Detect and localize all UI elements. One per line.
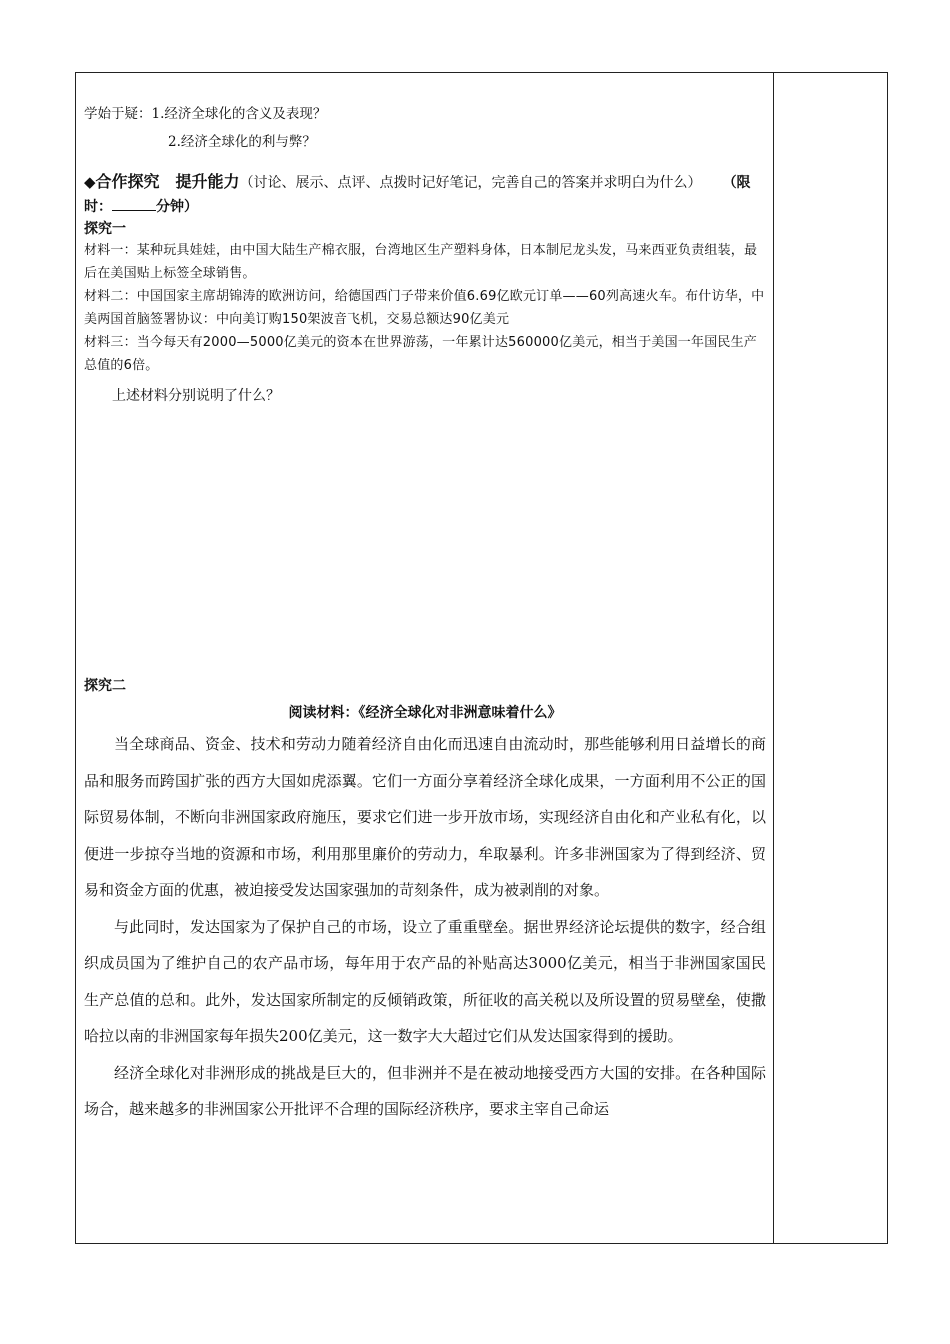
notes-column [774, 73, 887, 1243]
material-3: 材料三：当今每天有2000—5000亿美元的资本在世界游荡，一年累计达560000亿美元，相当于美国一年国民生产总值的6倍。 [84, 335, 757, 373]
question-2: 2.经济全球化的利与弊？ [168, 134, 316, 150]
coop-instruction: （讨论、展示、点评、点拨时记好笔记，完善自己的答案并求明白为什么） [239, 175, 702, 191]
question-1: 1.经济全球化的含义及表现？ [151, 106, 327, 122]
explore-1-question: 上述材料分别说明了什么？ [112, 388, 280, 404]
reading-paragraph-1: 当全球商品、资金、技术和劳动力随着经济自由化而迅速自由流动时，那些能够利用日益增长的商品和服务而跨国扩张的西方大国如虎添翼。它们一方面分享着经济全球化成果，一方面利用不公正的国际贸易体制，不断向非洲国家政府施压，要求它们进一步开放市场，实现经济自由化和产业私有化，以便进一步掠夺当地的资源和市场，利用那里廉价的劳动力，牟取暴利。许多非洲国家为了得到经济、贸易和资金方面的优惠，被迫接受发达国家强加的苛刻条件，成为被剥削的对象。 [84, 735, 766, 899]
material-1: 材料一：某种玩具娃娃，由中国大陆生产棉衣服，台湾地区生产塑料身体，日本制尼龙头发，马来西亚负责组装，最后在美国贴上标签全球销售。 [84, 243, 758, 281]
explore-2-section [84, 676, 766, 1128]
time-limit-suffix: 分钟） [156, 199, 198, 215]
explore-2-title: 探究二 [84, 678, 126, 694]
time-limit-prefix: （限时： [84, 175, 751, 215]
explore-1-title: 探究一 [84, 221, 126, 237]
coop-section-header [84, 170, 766, 219]
main-cell [84, 100, 766, 409]
time-limit-blank [112, 196, 156, 211]
reading-title: 阅读材料：《经济全球化对非洲意味着什么》 [288, 705, 562, 721]
study-question-2 [84, 128, 766, 156]
material-2: 材料二：中国国家主席胡锦涛的欧洲访问，给德国西门子带来价值6.69亿欧元订单——60列高速火车。布什访华，中美两国首脑签署协议：中向美订购150架波音飞机，交易总额达90亿美元 [84, 289, 765, 327]
study-question-1 [84, 100, 766, 128]
diamond-bullet-icon: ◆ [84, 173, 96, 191]
coop-heading [84, 172, 240, 191]
study-prefix: 学始于疑： [84, 106, 152, 122]
coop-title: 合作探究 提升能力 [95, 172, 240, 191]
reading-paragraph-3: 经济全球化对非洲形成的挑战是巨大的，但非洲并不是在被动地接受西方大国的安排。在各种国际场合，越来越多的非洲国家公开批评不合理的国际经济秩序，要求主宰自己命运 [84, 1063, 766, 1118]
reading-paragraph-2: 与此同时，发达国家为了保护自己的市场，设立了重重壁垒。据世界经济论坛提供的数字，经合组织成员国为了维护自己的农产品市场，每年用于农产品的补贴高达3000亿美元，相当于非洲国家国民生产总值的总和。此外，发达国家所制定的反倾销政策，所征收的高关税以及所设置的贸易壁垒，使撒哈拉以南的非洲国家每年损失200亿美元，这一数字大大超过它们从发达国家得到的援助。 [84, 917, 766, 1045]
